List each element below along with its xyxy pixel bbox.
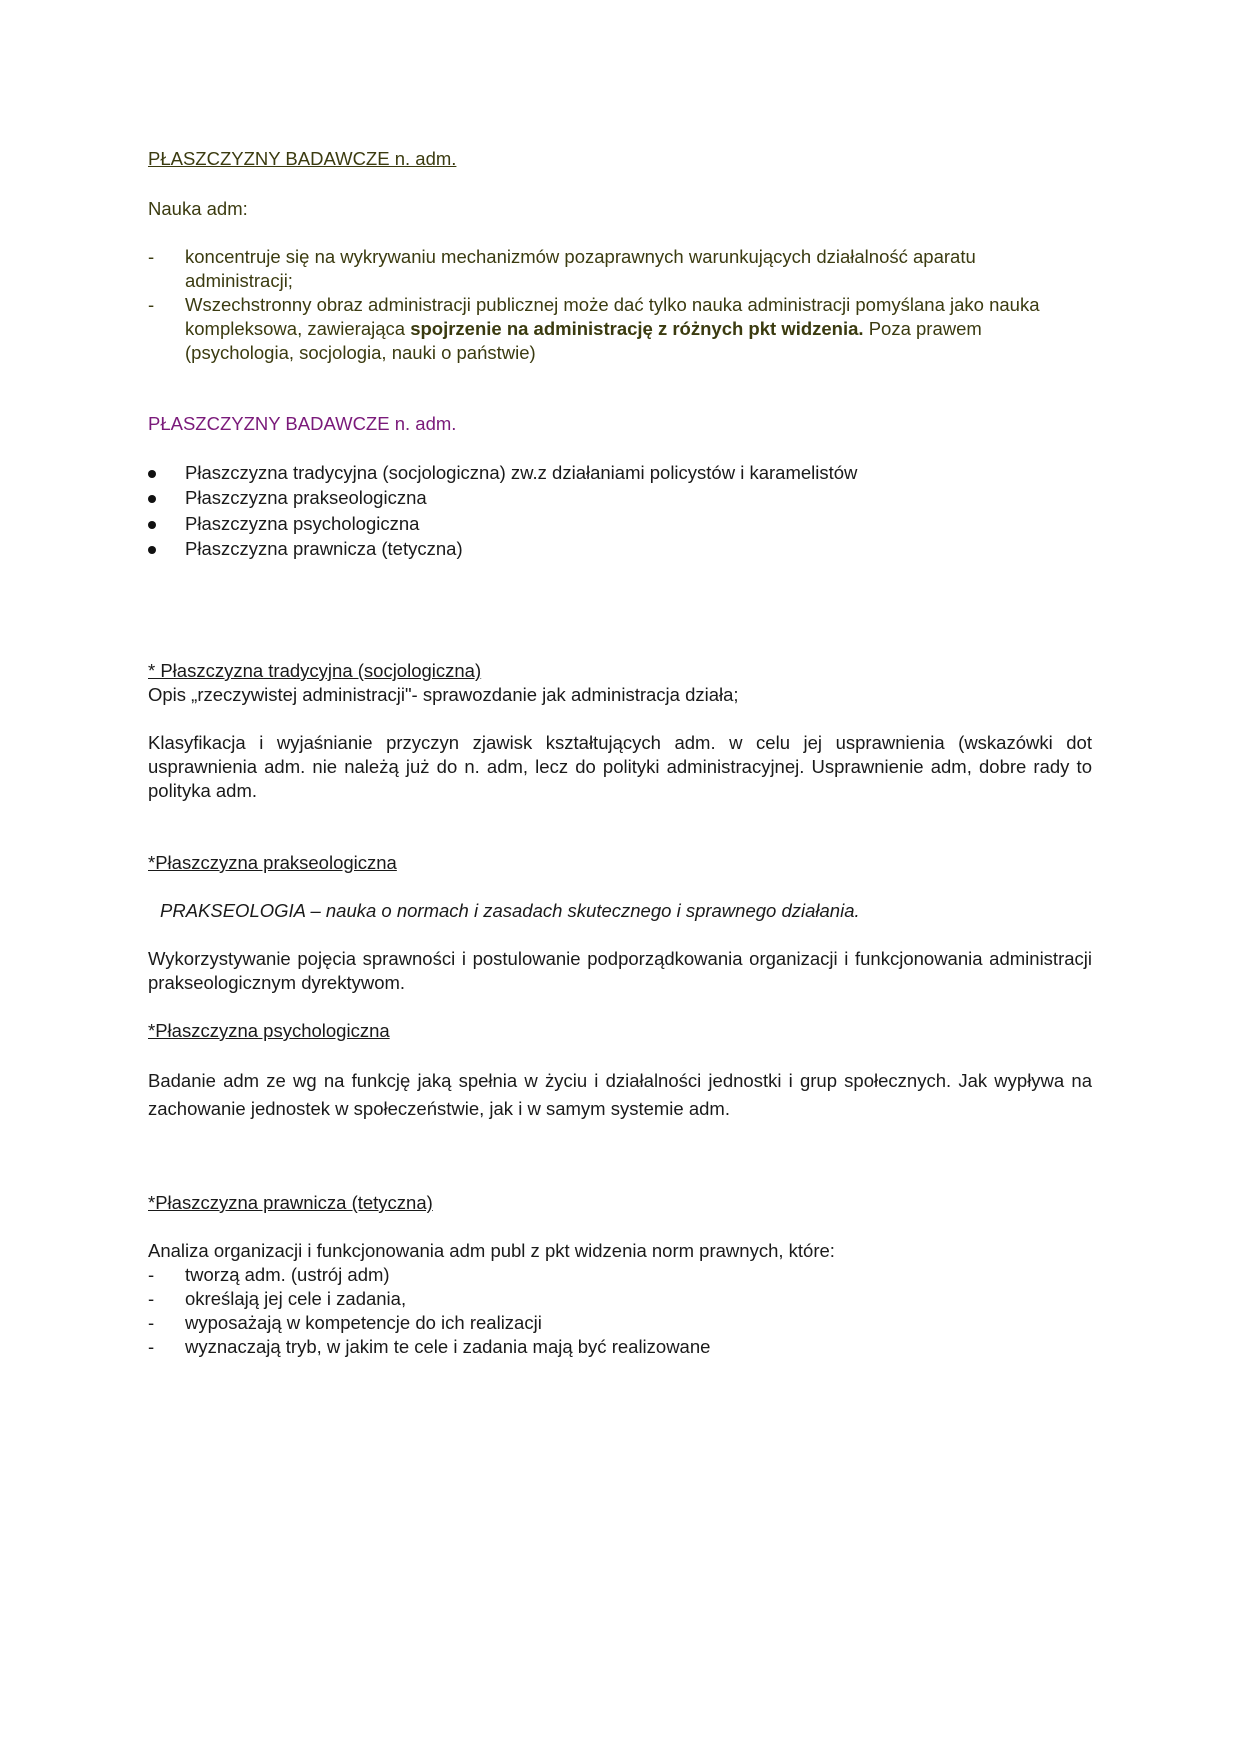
bullet-dot-2 (148, 495, 156, 503)
bullet-item-3: Płaszczyzna psychologiczna (185, 513, 420, 534)
intro-item-1: koncentruje się na wykrywaniu mechanizmów pozaprawnych warunkujących działalność aparatu administracji; (185, 246, 976, 291)
section-legal-title: *Płaszczyzna prawnicza (tetyczna) (148, 1192, 433, 1213)
bullet-item-4: Płaszczyzna prawnicza (tetyczna) (185, 538, 463, 559)
section-legal-p1: Analiza organizacji i funkcjonowania adm publ z pkt widzenia norm prawnych, które: (148, 1240, 835, 1261)
legal-dash-2: - (148, 1288, 155, 1309)
intro-item-2 (185, 293, 1085, 365)
section-psychology-title: *Płaszczyzna psychologiczna (148, 1020, 390, 1041)
bullet-dot-4 (148, 546, 156, 554)
bullet-item-1: Płaszczyzna tradycyjna (socjologiczna) zw.z działaniami policystów i karamelistów (185, 462, 858, 483)
legal-item-2: określają jej cele i zadania, (185, 1288, 407, 1309)
legal-item-3: wyposażają w kompetencje do ich realizacji (185, 1312, 542, 1333)
intro-item-2-pre: Wszechstronny obraz administracji publicznej może dać tylko nauka administracji pomyślana jako nauka kompleksowa, zawierająca (185, 294, 1040, 339)
bullet-dot-3 (148, 521, 156, 529)
intro-item-2-post: Poza prawem (psychologia, socjologia, nauki o państwie) (185, 318, 982, 363)
section-praxeology-p1: Wykorzystywanie pojęcia sprawności i postulowanie podporządkowania organizacji i funkcjonowania administracji prakseologicznym dyrektywom. (148, 948, 1092, 993)
section-psychology-p1: Badanie adm ze wg na funkcję jaką spełnia w życiu i działalności jednostki i grup społecznych. Jak wypływa na zachowanie jednostek w społeczeństwie, jak i w samym systemie adm. (148, 1070, 1092, 1119)
intro-item-2-bold: spojrzenie na administrację z różnych pkt widzenia. (410, 318, 864, 339)
section-traditional-p2: Klasyfikacja i wyjaśnianie przyczyn zjawisk kształtujących adm. w celu jej usprawnienia (wskazówki dot usprawnienia adm. nie należą już do n. adm, lecz do polityki administracyjnej. Usprawnienie adm, dobre rady to polityka adm. (148, 732, 1092, 801)
intro-dash-1: - (148, 246, 155, 267)
legal-dash-3: - (148, 1312, 155, 1333)
legal-item-1: tworzą adm. (ustrój adm) (185, 1264, 390, 1285)
intro-label: Nauka adm: (148, 198, 248, 219)
section-traditional-p1: Opis „rzeczywistej administracji"- sprawozdanie jak administracja działa; (148, 684, 739, 705)
bullet-dot-1 (148, 470, 156, 478)
intro-dash-2: - (148, 294, 155, 315)
section-traditional-title: * Płaszczyzna tradycyjna (socjologiczna) (148, 660, 482, 681)
legal-dash-1: - (148, 1264, 155, 1285)
bullet-item-2: Płaszczyzna prakseologiczna (185, 487, 427, 508)
heading-main-text: PŁASZCZYZNY BADAWCZE n. adm. (148, 148, 457, 169)
legal-item-4: wyznaczają tryb, w jakim te cele i zadania mają być realizowane (185, 1336, 711, 1357)
section-praxeology-title: *Płaszczyzna prakseologiczna (148, 852, 397, 873)
heading-main (148, 147, 456, 171)
section-praxeology-definition: PRAKSEOLOGIA – nauka o normach i zasadach skutecznego i sprawnego działania. (160, 900, 860, 921)
legal-dash-4: - (148, 1336, 155, 1357)
heading-secondary: PŁASZCZYZNY BADAWCZE n. adm. (148, 413, 457, 434)
